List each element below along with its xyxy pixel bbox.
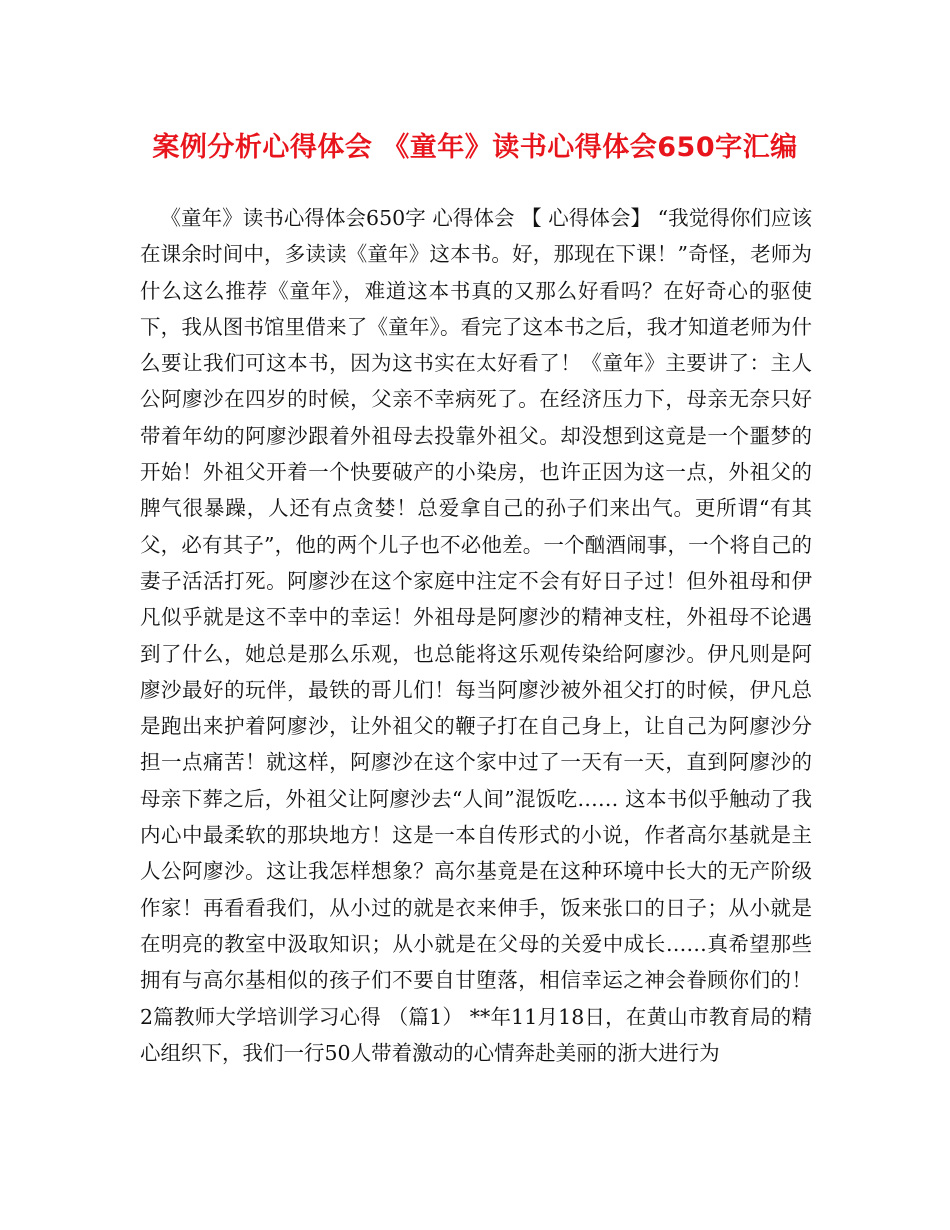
document-body: 《童年》读书心得体会650字 心得体会 【 心得体会】 “我觉得你们应该在课余时间中，多读读《童年》这本书。好，那现在下课！”奇怪，老师为什么这么推荐《童年》，难道这本书真的又那么好看吗？在好奇心的驱使下，我从图书馆里借来了《童年》。看完了这本书之后，我才知道老师为什么要让我们可这本书，因为这书实在太好看了！《童年》主要讲了：主人公阿廖沙在四岁的时候，父亲不幸病死了。在经济压力下，母亲无奈只好带着年幼的阿廖沙跟着外祖母去投靠外祖父。却没想到这竟是一个噩梦的开始！外祖父开着一个快要破产的小染房，也许正因为这一点，外祖父的脾气很暴躁，人还有点贪婪！总爱拿自己的孙子们来出气。更所谓“有其父，必有其子”，他的两个儿子也不必他差。一个酗酒闹事，一个将自己的妻子活活打死。阿廖沙在这个家庭中注定不会有好日子过！但外祖母和伊凡似乎就是这不幸中的幸运！外祖母是阿廖沙的精神支柱，外祖母不论遇到了什么，她总是那么乐观，也总能将这乐观传染给阿廖沙。伊凡则是阿廖沙最好的玩伴，最铁的哥儿们！每当阿廖沙被外祖父打的时候，伊凡总是跑出来护着阿廖沙，让外祖父的鞭子打在自己身上，让自己为阿廖沙分担一点痛苦！就这样，阿廖沙在这个家中过了一天有一天，直到阿廖沙的母亲下葬之后，外祖父让阿廖沙去“人间”混饭吃…… 这本书似乎触动了我内心中最柔软的那块地方！这是一本自传形式的小说，作者高尔基就是主人公阿廖沙。这让我怎样想象？高尔基竟是在这种环境中长大的无产阶级作家！再看看我们，从小过的就是衣来伸手，饭来张口的日子；从小就是在明亮的教室中汲取知识；从小就是在父母的关爱中成长……真希望那些拥有与高尔基相似的孩子们不要自甘堕落，相信幸运之神会眷顾你们的！ 2篇教师大学培训学习心得 （篇1） **年11月18日，在黄山市教育局的精心组织下，我们一行50人带着激动的心情奔赴美丽的浙大进行为: [140, 206, 812, 1065]
document-title: 案例分析心得体会 《童年》读书心得体会650字汇编: [152, 132, 798, 163]
